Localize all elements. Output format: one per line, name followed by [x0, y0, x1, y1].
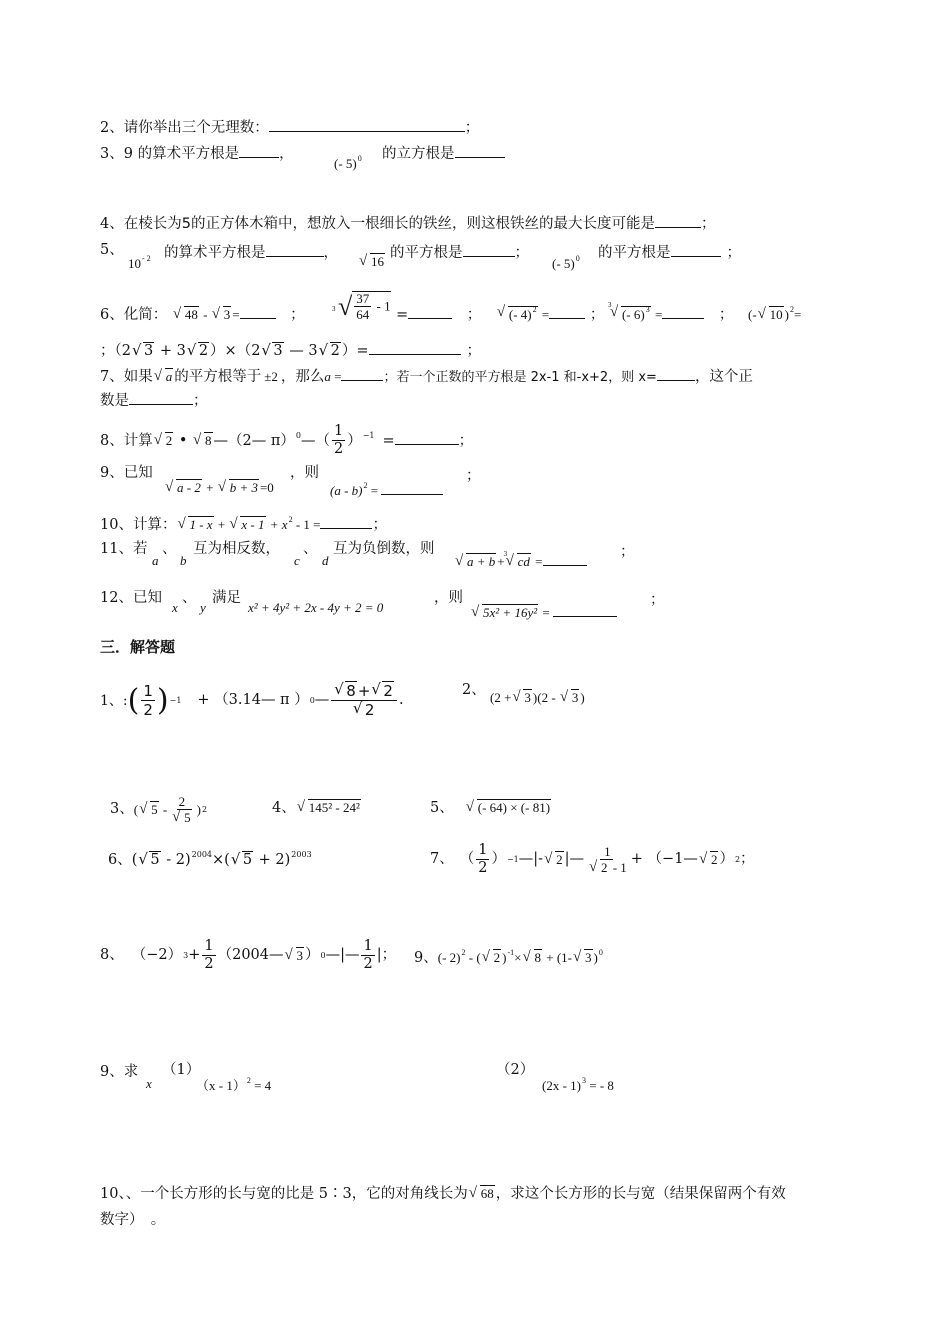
q-text: 请你举出三个无理数：	[123, 120, 269, 136]
fill-q11: 11、若	[100, 541, 148, 557]
fill-q6-line2: ；（2√ 3 + 3√ 2 ）×（2√ 3 — 3√ 2 ）= ；	[100, 340, 481, 360]
q9-expr: √ a - 2 + √ b + 3 =0	[164, 480, 274, 496]
q9-c: (a - b)$^2$ =	[330, 480, 443, 499]
answer-blank[interactable]	[320, 514, 372, 529]
answer-blank[interactable]	[463, 242, 515, 257]
q11-c: c	[294, 553, 300, 568]
q12-eq: x² + 4y² + 2x - 4y + 2 = 0	[248, 600, 384, 615]
answer-blank[interactable]	[657, 366, 695, 381]
answer-blank[interactable]	[341, 366, 383, 381]
q3-tail: 的立方根是	[382, 143, 505, 163]
fill-q12: 12、已知	[100, 590, 162, 606]
answer-blank[interactable]	[381, 480, 443, 495]
solve-p9: 9、(- 2)$^2$ - (√ 2 )$^{-1}$×√ 8 + (1-√ 3 )$^0$	[414, 948, 603, 967]
p10-part2: （2）	[496, 1062, 535, 1078]
solve-p11: 10、、一个长方形的长与宽的比是 5∶3，它的对角线长为√ 68 ，求这个长方形的长与宽（结果保留两个有效	[100, 1186, 786, 1203]
q12-text-c: ，则	[434, 590, 463, 606]
fill-q3: 3、9 的算术平方根是 ，	[100, 143, 294, 163]
solve-p8: 8、 （−2） 3 + $\frac{1}{2}$ （2004— √ 3 ） 0 —|— $\frac{1}{2}$ |；	[100, 934, 396, 978]
q5-power: $10^{- 2}$	[128, 254, 151, 271]
q11-b: b	[180, 553, 187, 568]
answer-blank[interactable]	[455, 143, 505, 158]
sqrt-symbol: √ 16	[359, 254, 385, 270]
q5-sqrt16	[358, 254, 386, 270]
solve-p3: 3、 (√ 5 - 2 √ 5 ) 2	[110, 790, 207, 830]
q11-dun: 、	[162, 541, 177, 557]
fill-q8: 8、计算√ 2 • √ 8 —（2— π）$^0$—（ $\frac{1}{2}$ ）$^{-1}$ = ；	[100, 424, 473, 458]
q5-expr: (- 5)$^0$	[552, 254, 580, 271]
answer-blank[interactable]	[239, 143, 279, 158]
solve-p2: 2、	[462, 682, 486, 698]
fill-q7-line2: 数是 ；	[100, 390, 208, 410]
answer-blank[interactable]	[662, 304, 704, 319]
q12-rad: √ 5x² + 16y² =	[470, 602, 617, 621]
q11-text-b: 互为相反数，	[193, 541, 280, 557]
solve-p6: 6、(√ 5 - 2)$^{2004}$×(√ 5 + 2)$^{2003}$	[108, 850, 312, 869]
fill-q10: 10、计算：√ 1 - x + √ $x - 1 + x^2 - 1$ = ；	[100, 514, 387, 534]
q12-x: x	[172, 600, 178, 615]
answer-blank[interactable]	[553, 602, 617, 617]
p10-x: x	[146, 1076, 152, 1091]
q6-cuberoot: 3 √ $\frac{37}{64}$ - 1	[332, 291, 391, 323]
answer-blank[interactable]	[671, 242, 721, 257]
q5-c: 的平方根是 ；	[598, 242, 741, 262]
q11-d: d	[322, 553, 329, 568]
q5-a: 的算术平方根是 ，	[164, 242, 338, 262]
p10-part1: （1）	[162, 1062, 201, 1078]
answer-blank[interactable]	[129, 390, 193, 405]
q11-dun2: 、	[303, 541, 318, 557]
solve-p5: 5、√ (- 64) × (- 81)	[430, 800, 552, 817]
solve-p7: 7、 （ $\frac{1}{2}$ ） −1 —|- √ 2 |— 1 √ 2 - 1 + （−1— √ 2 ） 2 ；	[430, 838, 755, 882]
answer-blank[interactable]	[655, 213, 701, 228]
answer-blank[interactable]	[369, 340, 461, 355]
fill-q7: 7、如果√ a 的平方根等于 ±2 ，那么a = ；若一个正数的平方根是 2x-1 和-x+2，则 x= ，这个正	[100, 366, 753, 386]
q9-b: ，则	[290, 465, 319, 481]
solve-p4: 4、√ 145² - 24²	[272, 800, 362, 817]
section-title: 三．解答题	[100, 638, 176, 656]
answer-blank[interactable]	[543, 551, 587, 566]
q6-c: = ； √ (- 4)$^2$ = ； √ 3 (- 6)$^3$ = ； (-√ 10 )$^2$=	[396, 304, 801, 324]
answer-blank[interactable]	[395, 430, 459, 445]
q-num: 2、	[100, 120, 124, 136]
q9-tail: ；	[466, 468, 481, 484]
answer-blank[interactable]	[549, 304, 585, 319]
p2-expr: (2 +√ 3 )(2 - √ 3 )	[490, 690, 585, 706]
answer-blank[interactable]	[269, 117, 465, 132]
answer-blank[interactable]	[266, 242, 324, 257]
fill-q4: 4、在棱长为5的正方体木箱中，想放入一根细长的铁丝，则这根铁丝的最大长度可能是 ；	[100, 213, 715, 233]
fill-q6: 6、化简： √ 48 - √ 3 = ；	[100, 304, 319, 324]
q5-b: 的平方根是 ；	[390, 242, 529, 262]
answer-blank[interactable]	[408, 304, 452, 319]
solve-p1: 1、: ( $\frac{1}{2}$ ) −1 + （3.14— π ） 0 — √ 8 +√ 2 √ 2 .	[100, 676, 404, 726]
solve-p11-line2: 数字） 。	[100, 1212, 166, 1228]
q3-expr: (- 5)$^0$	[334, 154, 362, 171]
answer-blank[interactable]	[240, 304, 276, 319]
fill-q2: 2、请你举出三个无理数： ；	[100, 117, 479, 137]
fill-q5: 5、	[100, 242, 124, 258]
q11-a: a	[152, 553, 159, 568]
p10-expr1: （x - 1）$^2$ = 4	[196, 1076, 272, 1093]
solve-p10: 9、求	[100, 1064, 139, 1080]
q11-tail: ；	[620, 544, 635, 560]
q12-text-b: 满足	[212, 590, 241, 606]
q12-tail: ；	[650, 592, 665, 608]
q11-expr: √ a + b + √ 3 cd =	[454, 551, 587, 570]
p10-expr2: (2x - 1)$^3$ = - 8	[542, 1076, 614, 1093]
q12-dun: 、	[182, 590, 197, 606]
q12-y: y	[200, 600, 206, 615]
q11-text-c: 互为负倒数，则	[333, 541, 435, 557]
fill-q9: 9、已知	[100, 465, 153, 481]
